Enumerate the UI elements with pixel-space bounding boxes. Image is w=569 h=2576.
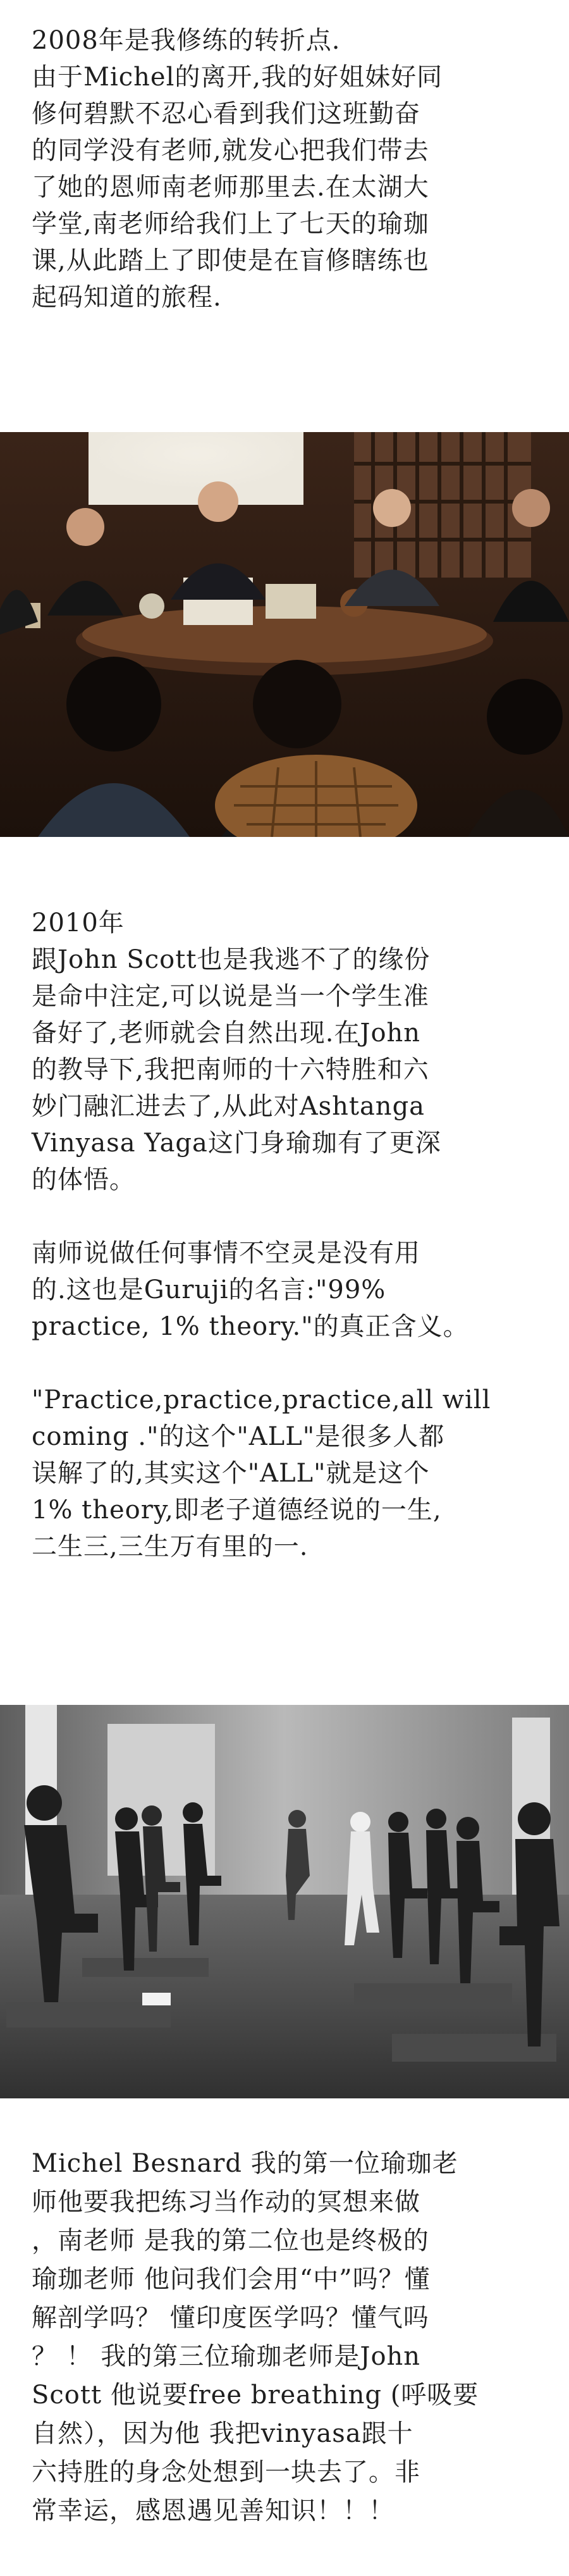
text-line: 六持胜的身念处想到一块去了。非 bbox=[32, 2458, 420, 2487]
text-line: coming ."的这个"ALL"是很多人都 bbox=[32, 1422, 445, 1451]
yoga-class-photo bbox=[0, 1705, 569, 2098]
text-line: 由于Michel的离开,我的好姐妹好同 bbox=[32, 63, 443, 92]
text-line: Michel Besnard 我的第一位瑜珈老 bbox=[32, 2149, 458, 2178]
gathering-photo bbox=[0, 432, 569, 837]
text-line: ，南老师 是我的第二位也是终极的 bbox=[32, 2226, 429, 2255]
text-teachers-section bbox=[32, 2145, 550, 2530]
text-line: "Practice,practice,practice,all will bbox=[32, 1385, 491, 1415]
text-line: 师他要我把练习当作动的冥想来做 bbox=[32, 2188, 420, 2217]
text-line: 是命中注定,可以说是当一个学生准 bbox=[32, 982, 429, 1011]
text-line: 南师说做任何事情不空灵是没有用 bbox=[32, 1239, 420, 1268]
text-line: 1% theory,即老子道德经说的一生, bbox=[32, 1495, 442, 1525]
yoga-class-photo-image bbox=[0, 1705, 569, 2098]
text-line: 的体悟。 bbox=[32, 1165, 135, 1194]
text-line: 常幸运，感恩遇见善知识！！！ bbox=[32, 2496, 395, 2525]
text-line: 学堂,南老师给我们上了七天的瑜珈 bbox=[32, 209, 429, 238]
gathering-photo-image bbox=[0, 432, 569, 837]
text-line: 课,从此踏上了即使是在盲修瞎练也 bbox=[32, 246, 429, 275]
text-line: 妙门融汇进去了,从此对Ashtanga bbox=[32, 1092, 425, 1121]
text-line: 2008年是我修练的转折点. bbox=[32, 26, 341, 55]
text-line: ？ ！ 我的第三位瑜珈老师是John bbox=[32, 2342, 421, 2371]
text-line: 了她的恩师南老师那里去.在太湖大 bbox=[32, 173, 429, 202]
text-line: 解剖学吗？ 懂印度医学吗？懂气吗 bbox=[32, 2303, 429, 2332]
paragraph-gap bbox=[32, 1345, 550, 1382]
text-line: Scott 他说要free breathing (呼吸要 bbox=[32, 2381, 479, 2410]
text-line: 瑜珈老师 他问我们会用“中”吗？懂 bbox=[32, 2265, 431, 2294]
text-line: 二生三,三生万有里的一. bbox=[32, 1532, 309, 1561]
text-line: 的同学没有老师,就发心把我们带去 bbox=[32, 136, 429, 165]
text-line: 2010年 bbox=[32, 908, 125, 938]
text-2010-section bbox=[32, 905, 550, 1565]
text-line: practice, 1% theory."的真正含义。 bbox=[32, 1312, 469, 1341]
text-line: Vinyasa Yaga这门身瑜珈有了更深 bbox=[32, 1129, 441, 1158]
text-line: 误解了的,其实这个"ALL"就是这个 bbox=[32, 1459, 430, 1488]
text-line: 自然），因为他 我把vinyasa跟十 bbox=[32, 2419, 413, 2448]
paragraph-gap bbox=[32, 1198, 550, 1235]
text-line: 的.这也是Guruji的名言:"99% bbox=[32, 1275, 386, 1304]
text-line: 起码知道的旅程. bbox=[32, 283, 222, 312]
text-line: 备好了,老师就会自然出现.在John bbox=[32, 1019, 421, 1048]
text-line: 修何碧默不忍心看到我们这班勤奋 bbox=[32, 99, 420, 128]
text-line: 的教导下,我把南师的十六特胜和六 bbox=[32, 1055, 429, 1084]
text-2008-section bbox=[32, 22, 550, 316]
text-line: 跟John Scott也是我逃不了的缘份 bbox=[32, 945, 431, 974]
